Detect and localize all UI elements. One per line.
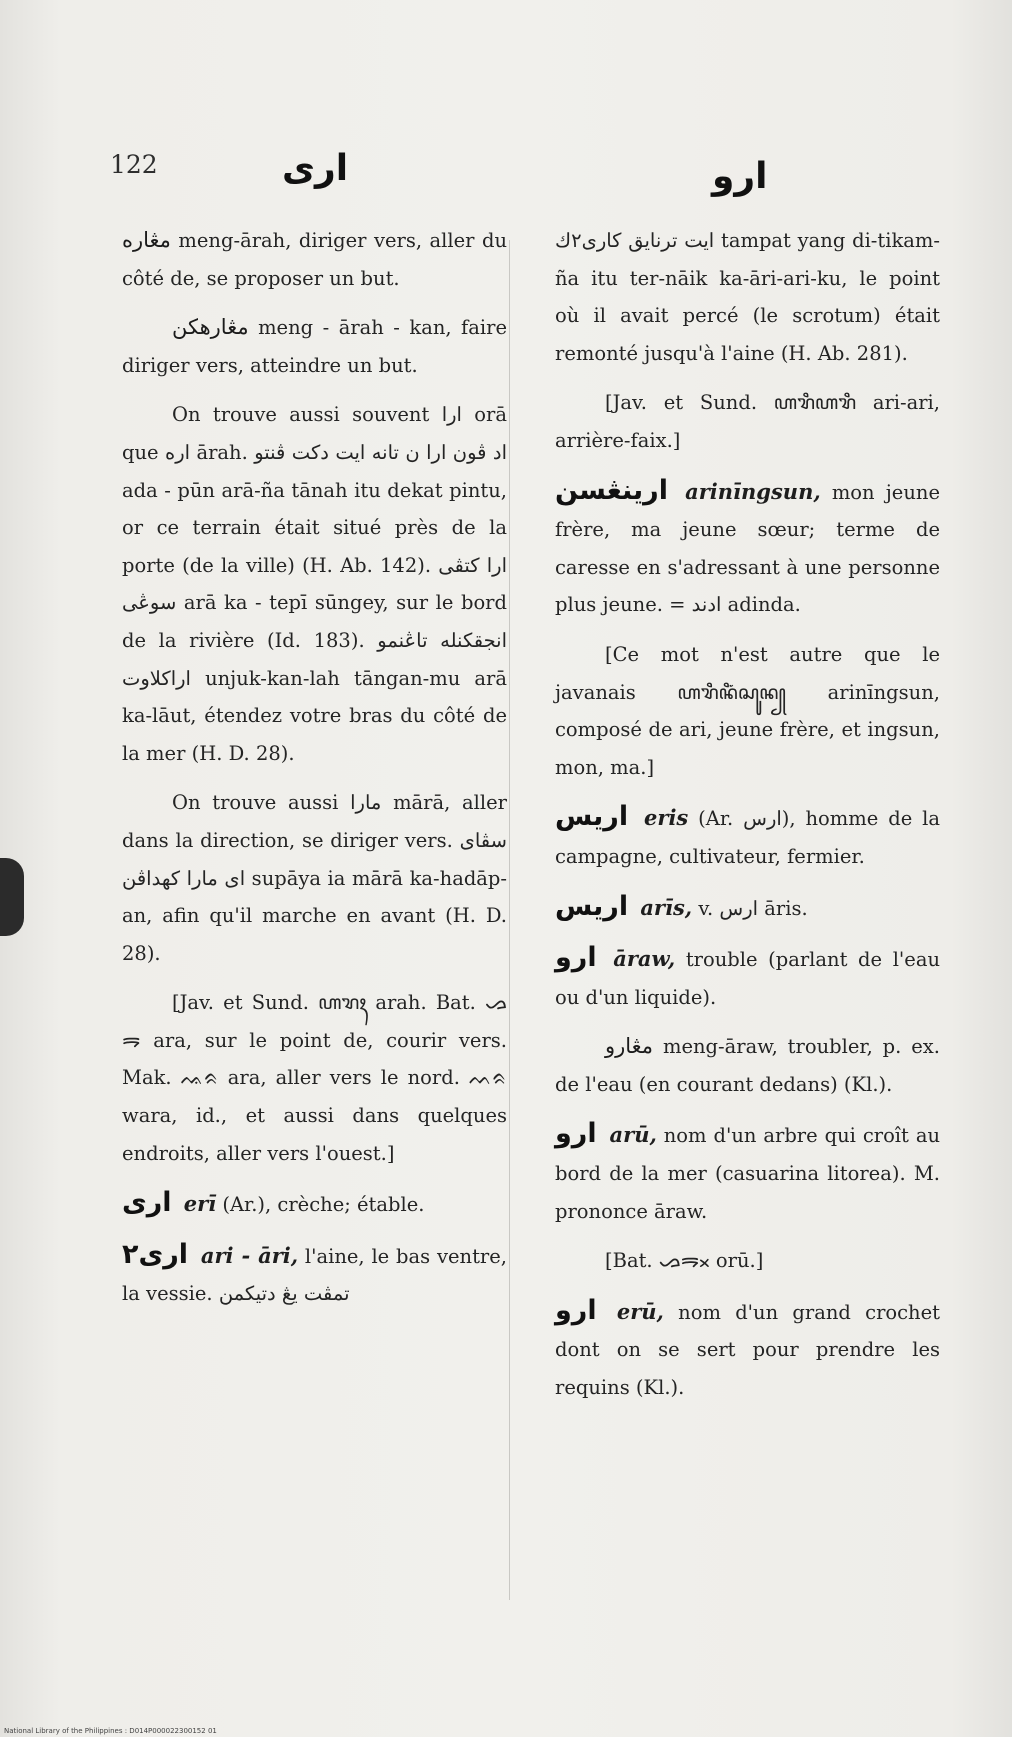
dictionary-entry (555, 472, 940, 624)
running-head-left: ارى (282, 148, 349, 189)
entry-arabic-headword: ارو (555, 942, 597, 974)
entry-text: [Jav. et Sund. ꦲꦫꦶꦲꦫꦶ ari-ari, arrière-faix.] (555, 391, 940, 452)
page-number: 122 (110, 150, 158, 179)
entry-paragraph (555, 222, 940, 372)
entry-text: l'aine, le bas ventre, la vessie. تمڤت يڠ دتيكمن (122, 1244, 507, 1306)
entry-arabic-headword: ارى (122, 1187, 172, 1219)
entry-text: nom d'un grand crochet dont on se sert pour prendre les requins (Kl.). (555, 1300, 940, 1400)
dictionary-entry (555, 888, 940, 928)
entry-text: meng-ārah, diriger vers, aller du côté de, se proposer un but. (122, 229, 507, 290)
running-head-right: ارو (712, 156, 768, 197)
arabic-term: مڠارهكن (172, 315, 249, 340)
scan-credit-footer: National Library of the Philippines : D014P000022300152 01 (4, 1727, 217, 1735)
right-column (555, 222, 940, 1419)
dictionary-entry (122, 1184, 507, 1224)
entry-headword: erū, (616, 1298, 664, 1324)
entry-text: meng-āraw, troubler, p. ex. de l'eau (en courant dedans) (Kl.). (555, 1035, 940, 1096)
entry-headword: arinīngsun, (685, 478, 821, 504)
entry-headword: āraw, (613, 946, 676, 972)
entry-text: meng - ārah - kan, faire diriger vers, atteindre un but. (122, 316, 507, 377)
entry-text: ايت ترنايق كارى٢ك tampat yang di-tikam-ña itu ter-nāik ka-āri-ari-ku, le point où il avait percé (le scrotum) était remonté jusqu'à l'aine (H. Ab. 281). (555, 229, 940, 365)
entry-paragraph (555, 636, 940, 786)
entry-headword: arīs, (640, 894, 693, 920)
entry-text: On trouve aussi souvent ارا orā que اره ārah. اد ڤون ارا ن تانه ايت دكت ڤنتو ada - pūn arā-ña tānah itu dekat pintu, or ce terrain était situé près de la porte (de la ville) (H. Ab. 142). ارا كتڤى سوڠى arā ka - tepī sūngey, sur le bord de la rivière (Id. 183). انجقكنله تاڠنمو اراكلاوت unjuk-kan-lah tāngan-mu arā ka-lāut, étendez votre bras du côté de la mer (H. D. 28). (122, 403, 508, 765)
entry-text: trouble (parlant de l'eau ou d'un liquide). (555, 948, 941, 1009)
entry-text: mon jeune frère, ma jeune sœur; terme de caresse en s'adressant à une personne plus jeune. = ادند adinda. (555, 480, 940, 617)
entry-arabic-headword: ارو (555, 1294, 597, 1326)
entry-arabic-headword: ارو (555, 1118, 597, 1150)
entry-paragraph (122, 784, 507, 972)
left-column (122, 222, 507, 1325)
entry-paragraph (122, 222, 507, 297)
entry-paragraph (122, 309, 507, 384)
entry-headword: arū, (609, 1122, 657, 1148)
arabic-term: مڠارو (605, 1034, 654, 1059)
dictionary-entry (555, 1292, 940, 1407)
entry-headword: eris (644, 805, 689, 831)
entry-text: [Jav. et Sund. ꦲꦫꦃ arah. Bat. ᯀᯒ ara, sur le point de, courir vers. Mak. ᨕᨑ ara, aller vers le nord. ᨓᨑ wara, id., et aussi dans quelques endroits, aller vers l'ouest.] (122, 991, 507, 1165)
arabic-term: مڠاره (122, 228, 171, 252)
entry-text: [Bat. ᯀᯒᯬ orū.] (605, 1249, 764, 1273)
dictionary-entry (122, 1236, 507, 1313)
dictionary-entry (555, 1115, 940, 1230)
entry-text: On trouve aussi مارا mārā, aller dans la direction, se diriger vers. سڤاى اى مارا كهداڤن supāya ia mārā ka-hadāp-an, afin qu'il marche en avant (H. D. 28). (122, 791, 508, 965)
entry-paragraph (122, 984, 507, 1172)
entry-paragraph (122, 396, 507, 772)
entry-arabic-headword: اريس (555, 801, 629, 833)
entry-paragraph (555, 1028, 940, 1103)
entry-arabic-headword: اريس (555, 890, 629, 922)
entry-paragraph (555, 1242, 940, 1280)
entry-text: v. ارس āris. (698, 896, 808, 920)
column-divider (509, 240, 510, 1600)
entry-headword: erī (183, 1191, 217, 1217)
entry-text: nom d'un arbre qui croît au bord de la mer (casuarina litorea). M. prononce āraw. (555, 1124, 941, 1223)
entry-paragraph (555, 384, 940, 459)
entry-headword: ari - āri, (200, 1242, 299, 1268)
entry-arabic-headword: ارينڠسن (555, 474, 668, 506)
entry-text: (Ar. ارس), homme de la campagne, cultivateur, fermier. (555, 807, 940, 868)
dictionary-entry (555, 798, 940, 875)
book-binding-edge (0, 858, 24, 936)
entry-arabic-headword: ارى٢ (122, 1238, 189, 1270)
dictionary-entry (555, 939, 940, 1016)
entry-text: [Ce mot n'est autre que le javanais ꦲꦫꦶꦤꦶꦁꦱꦸꦤ꧀ arinīngsun, composé de ari, jeune frère, et ingsun, mon, ma.] (555, 642, 940, 779)
entry-text: (Ar.), crèche; étable. (222, 1193, 425, 1217)
